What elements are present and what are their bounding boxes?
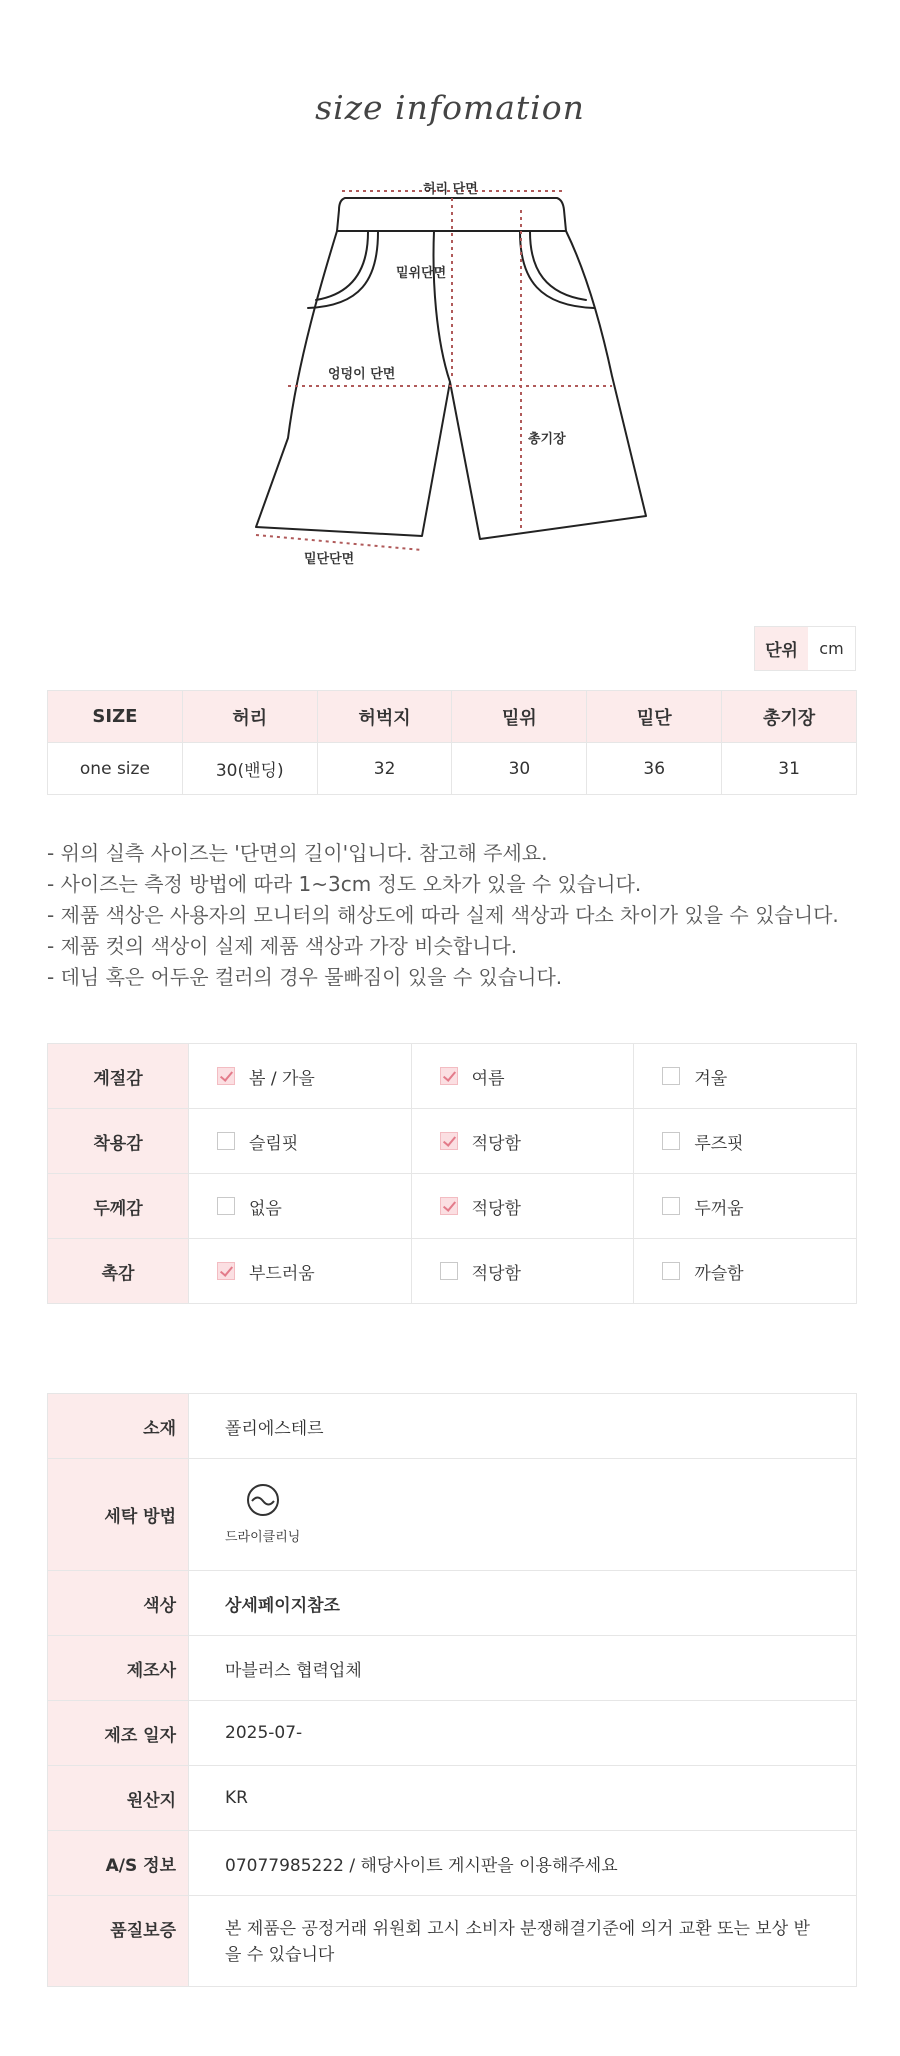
info-row-origin bbox=[48, 1766, 857, 1831]
hem-label: 밑단단면 bbox=[304, 552, 355, 567]
size-header-cell: 총기장 bbox=[722, 691, 857, 743]
feel-option bbox=[189, 1044, 412, 1109]
notes-list bbox=[47, 838, 877, 993]
feel-row-label: 촉감 bbox=[48, 1239, 189, 1304]
feel-option-label: 두꺼움 bbox=[694, 1198, 744, 1219]
length-label: 총기장 bbox=[528, 432, 566, 447]
feel-option bbox=[411, 1174, 634, 1239]
feel-option-label: 겨울 bbox=[694, 1068, 728, 1089]
feel-option bbox=[634, 1174, 857, 1239]
note-item: - 제품 색상은 사용자의 모니터의 해상도에 따라 실제 색상과 다소 차이가 있을 수 있습니다. bbox=[47, 903, 839, 927]
size-diagram bbox=[0, 160, 900, 580]
feel-row-fit bbox=[48, 1109, 857, 1174]
rise-label: 밑위단면 bbox=[396, 266, 447, 281]
checkbox-icon bbox=[662, 1067, 680, 1085]
note-item: - 제품 컷의 색상이 실제 제품 색상과 가장 비슷합니다. bbox=[47, 934, 518, 958]
feel-option bbox=[411, 1239, 634, 1304]
wash-method bbox=[225, 1483, 300, 1545]
feel-row-season bbox=[48, 1044, 857, 1109]
feel-option-label: 까슬함 bbox=[694, 1263, 744, 1284]
feel-option-label: 적당함 bbox=[471, 1133, 521, 1154]
size-header-cell: 밑위 bbox=[452, 691, 587, 743]
fit-feel-table bbox=[47, 1043, 857, 1304]
feel-option-label: 적당함 bbox=[471, 1198, 521, 1219]
unit-label: 단위 bbox=[755, 627, 808, 670]
checkbox-icon bbox=[440, 1132, 458, 1150]
info-label: A/S 정보 bbox=[48, 1831, 189, 1896]
info-row-date bbox=[48, 1701, 857, 1766]
wash-method-label: 드라이클리닝 bbox=[225, 1530, 301, 1545]
checkbox-icon bbox=[217, 1067, 235, 1085]
info-row-maker bbox=[48, 1636, 857, 1701]
hip-label: 엉덩이 단면 bbox=[328, 367, 396, 382]
feel-row-thickness bbox=[48, 1174, 857, 1239]
size-table bbox=[47, 690, 857, 795]
checkbox-icon bbox=[440, 1067, 458, 1085]
info-row-color bbox=[48, 1571, 857, 1636]
info-value-washing bbox=[189, 1459, 857, 1571]
feel-option bbox=[634, 1109, 857, 1174]
checkbox-icon bbox=[217, 1132, 235, 1150]
product-info-table bbox=[47, 1393, 857, 1987]
info-row-as bbox=[48, 1831, 857, 1896]
feel-option-label: 슬림핏 bbox=[249, 1133, 299, 1154]
info-value: 마블러스 협력업체 bbox=[189, 1636, 857, 1701]
feel-option bbox=[189, 1109, 412, 1174]
feel-row-label: 두께감 bbox=[48, 1174, 189, 1239]
info-label: 제조 일자 bbox=[48, 1701, 189, 1766]
note-item: - 위의 실측 사이즈는 '단면의 길이'입니다. 참고해 주세요. bbox=[47, 841, 548, 865]
info-value: KR bbox=[189, 1766, 857, 1831]
size-header-cell: 허리 bbox=[182, 691, 317, 743]
unit-value: cm bbox=[819, 639, 844, 658]
info-value: 폴리에스테르 bbox=[189, 1394, 857, 1459]
size-cell: 31 bbox=[722, 743, 857, 795]
size-header-cell: 허벅지 bbox=[317, 691, 452, 743]
feel-option bbox=[411, 1044, 634, 1109]
size-cell: 30 bbox=[452, 743, 587, 795]
checkbox-icon bbox=[440, 1197, 458, 1215]
info-value: 07077985222 / 해당사이트 게시판을 이용해주세요 bbox=[189, 1831, 857, 1896]
checkbox-icon bbox=[662, 1197, 680, 1215]
size-cell: 32 bbox=[317, 743, 452, 795]
feel-row-label: 착용감 bbox=[48, 1109, 189, 1174]
note-item: - 사이즈는 측정 방법에 따라 1~3cm 정도 오차가 있을 수 있습니다. bbox=[47, 872, 642, 896]
info-row-warranty bbox=[48, 1896, 857, 1987]
size-table-row bbox=[48, 743, 857, 795]
info-label: 소재 bbox=[48, 1394, 189, 1459]
waist-label: 허리 단면 bbox=[423, 182, 478, 197]
info-label: 품질보증 bbox=[48, 1896, 189, 1987]
feel-option-label: 적당함 bbox=[471, 1263, 521, 1284]
size-cell: 30(밴딩) bbox=[182, 743, 317, 795]
size-cell: 36 bbox=[587, 743, 722, 795]
info-row-washing bbox=[48, 1459, 857, 1571]
feel-option bbox=[411, 1109, 634, 1174]
info-row-material bbox=[48, 1394, 857, 1459]
feel-option bbox=[634, 1239, 857, 1304]
feel-option bbox=[189, 1174, 412, 1239]
info-value: 본 제품은 공정거래 위원회 고시 소비자 분쟁해결기준에 의거 교환 또는 보상 받을 수 있습니다 bbox=[189, 1896, 857, 1987]
info-value: 2025-07- bbox=[189, 1701, 857, 1766]
page-title: size infomation bbox=[315, 88, 585, 127]
checkbox-icon bbox=[662, 1262, 680, 1280]
feel-option-label: 없음 bbox=[249, 1198, 282, 1219]
info-label: 세탁 방법 bbox=[48, 1459, 189, 1571]
unit-box bbox=[754, 626, 856, 671]
feel-option-label: 루즈핏 bbox=[694, 1133, 744, 1154]
feel-option-label: 봄 / 가을 bbox=[249, 1068, 315, 1089]
shorts-outline-illustration bbox=[0, 160, 900, 580]
checkbox-icon bbox=[217, 1197, 235, 1215]
feel-option-label: 부드러움 bbox=[249, 1263, 315, 1284]
checkbox-icon bbox=[217, 1262, 235, 1280]
info-label: 제조사 bbox=[48, 1636, 189, 1701]
dry-cleaning-icon bbox=[243, 1483, 283, 1517]
feel-option-label: 여름 bbox=[471, 1068, 505, 1089]
feel-row-label: 계절감 bbox=[48, 1044, 189, 1109]
feel-option bbox=[189, 1239, 412, 1304]
size-cell: one size bbox=[48, 743, 183, 795]
note-item: - 데님 혹은 어두운 컬러의 경우 물빠짐이 있을 수 있습니다. bbox=[47, 965, 563, 989]
checkbox-icon bbox=[440, 1262, 458, 1280]
checkbox-icon bbox=[662, 1132, 680, 1150]
size-header-cell: 밑단 bbox=[587, 691, 722, 743]
feel-option bbox=[634, 1044, 857, 1109]
size-header-cell: SIZE bbox=[48, 691, 183, 743]
feel-row-touch bbox=[48, 1239, 857, 1304]
info-label: 원산지 bbox=[48, 1766, 189, 1831]
info-value: 상세페이지참조 bbox=[189, 1571, 857, 1636]
size-table-header bbox=[48, 691, 857, 743]
info-label: 색상 bbox=[48, 1571, 189, 1636]
